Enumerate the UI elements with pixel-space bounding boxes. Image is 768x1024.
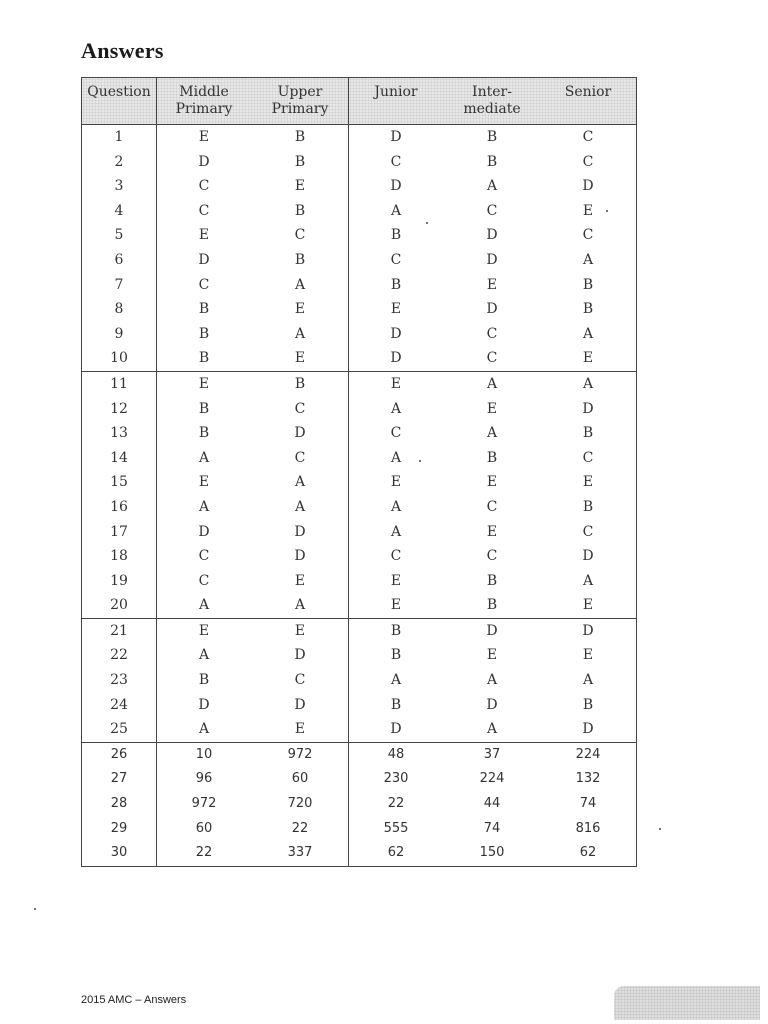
answer-intermediate: A xyxy=(486,375,498,392)
table-row xyxy=(82,593,636,618)
header-middle-primary: Middle Primary xyxy=(175,84,233,117)
answer-junior: A xyxy=(390,449,402,466)
table-header xyxy=(82,78,636,125)
answer-upper-primary: 22 xyxy=(291,820,309,836)
table-row xyxy=(82,372,636,397)
answer-intermediate: B xyxy=(486,153,498,170)
answer-senior: 62 xyxy=(579,845,597,861)
answer-middle-primary: 22 xyxy=(195,845,213,861)
table-row xyxy=(82,817,636,842)
answer-upper-primary: A xyxy=(294,325,306,342)
table-row xyxy=(82,470,636,495)
answer-middle-primary: 972 xyxy=(191,796,217,812)
answer-senior: B xyxy=(582,498,594,515)
answer-junior: D xyxy=(390,129,402,145)
column-divider xyxy=(156,78,157,866)
answer-intermediate: C xyxy=(486,202,498,219)
answer-junior: A xyxy=(390,400,402,417)
answer-intermediate: 44 xyxy=(483,796,501,812)
answer-intermediate: C xyxy=(486,548,498,565)
answer-senior: E xyxy=(582,474,594,491)
answer-intermediate: C xyxy=(486,350,498,367)
answer-upper-primary: D xyxy=(294,425,306,442)
answer-middle-primary: C xyxy=(198,178,210,195)
answer-middle-primary: B xyxy=(198,400,210,417)
answer-senior: C xyxy=(582,449,594,466)
answer-junior: B xyxy=(390,276,402,293)
question-number: 23 xyxy=(110,672,128,689)
answer-upper-primary: 337 xyxy=(287,845,313,861)
question-number: 9 xyxy=(114,325,124,342)
answer-junior: D xyxy=(390,325,402,342)
table-row xyxy=(82,792,636,817)
answer-upper-primary: B xyxy=(294,375,306,392)
answer-intermediate: C xyxy=(486,325,498,342)
table-row xyxy=(82,223,636,248)
question-number: 22 xyxy=(110,647,128,664)
answer-upper-primary: B xyxy=(294,251,306,268)
question-number: 5 xyxy=(114,227,124,244)
answer-upper-primary: 720 xyxy=(287,796,313,812)
answer-upper-primary: D xyxy=(294,696,306,713)
answer-senior: C xyxy=(582,227,594,244)
table-row xyxy=(82,446,636,471)
answer-middle-primary: E xyxy=(198,227,210,244)
answer-intermediate: B xyxy=(486,449,498,466)
answer-upper-primary: B xyxy=(294,129,306,145)
answer-middle-primary: A xyxy=(198,721,210,738)
answer-senior: 132 xyxy=(575,771,601,787)
answer-middle-primary: D xyxy=(198,523,210,540)
answer-upper-primary: 972 xyxy=(287,746,313,762)
table-row xyxy=(82,273,636,298)
answer-senior: D xyxy=(582,721,594,738)
question-number: 11 xyxy=(110,375,128,392)
answer-junior: A xyxy=(390,672,402,689)
question-number: 28 xyxy=(110,796,128,812)
answer-middle-primary: E xyxy=(198,375,210,392)
answer-upper-primary: C xyxy=(294,227,306,244)
answer-junior: B xyxy=(390,227,402,244)
answer-middle-primary: 60 xyxy=(195,820,213,836)
question-number: 30 xyxy=(110,845,128,861)
page-number-tab xyxy=(614,986,760,1020)
answer-upper-primary: C xyxy=(294,449,306,466)
answer-junior: B xyxy=(390,696,402,713)
question-number: 29 xyxy=(110,820,128,836)
page-title: Answers xyxy=(81,38,164,63)
answer-senior: 224 xyxy=(575,746,601,762)
table-row xyxy=(82,743,636,768)
answer-upper-primary: E xyxy=(294,178,306,195)
answer-intermediate: E xyxy=(486,400,498,417)
question-number: 25 xyxy=(110,721,128,738)
answer-junior: A xyxy=(390,202,402,219)
answer-middle-primary: B xyxy=(198,425,210,442)
question-block xyxy=(82,619,636,743)
answer-intermediate: D xyxy=(486,227,498,244)
table-row xyxy=(82,693,636,718)
answer-intermediate: E xyxy=(486,647,498,664)
table-row xyxy=(82,643,636,668)
answer-junior: E xyxy=(390,375,402,392)
answer-intermediate: E xyxy=(486,276,498,293)
table-row xyxy=(82,322,636,347)
answer-middle-primary: C xyxy=(198,572,210,589)
answer-junior: E xyxy=(390,301,402,318)
answer-senior: D xyxy=(582,622,594,639)
answer-intermediate: 224 xyxy=(479,771,505,787)
question-number: 2 xyxy=(114,153,124,170)
answer-junior: B xyxy=(390,647,402,664)
scan-speck xyxy=(34,908,36,910)
table-row xyxy=(82,248,636,273)
table-row xyxy=(82,297,636,322)
answer-middle-primary: 10 xyxy=(195,746,213,762)
question-number: 17 xyxy=(110,523,128,540)
answer-middle-primary: E xyxy=(198,474,210,491)
table-row xyxy=(82,125,636,150)
answer-senior: D xyxy=(582,178,594,195)
answer-upper-primary: E xyxy=(294,301,306,318)
answer-middle-primary: E xyxy=(198,129,210,145)
table-row xyxy=(82,495,636,520)
answer-middle-primary: E xyxy=(198,622,210,639)
answer-junior: C xyxy=(390,153,402,170)
answer-upper-primary: A xyxy=(294,597,306,614)
answer-intermediate: 74 xyxy=(483,820,501,836)
answer-upper-primary: D xyxy=(294,523,306,540)
answer-senior: B xyxy=(582,301,594,318)
answer-senior: D xyxy=(582,548,594,565)
answer-senior: A xyxy=(582,375,594,392)
answer-senior: B xyxy=(582,276,594,293)
table-row xyxy=(82,421,636,446)
answer-junior: D xyxy=(390,178,402,195)
header-upper-primary: Upper Primary xyxy=(271,84,329,117)
answer-senior: B xyxy=(582,425,594,442)
answer-senior: E xyxy=(582,350,594,367)
answer-senior: A xyxy=(582,572,594,589)
header-intermediate: Inter- mediate xyxy=(463,84,521,117)
answer-intermediate: 37 xyxy=(483,746,501,762)
answer-junior: A xyxy=(390,498,402,515)
table-row xyxy=(82,520,636,545)
answer-junior: 555 xyxy=(383,820,409,836)
table-row xyxy=(82,569,636,594)
question-number: 14 xyxy=(110,449,128,466)
question-number: 18 xyxy=(110,548,128,565)
answer-junior: A xyxy=(390,523,402,540)
answer-junior: 62 xyxy=(387,845,405,861)
answer-intermediate: E xyxy=(486,474,498,491)
answer-intermediate: B xyxy=(486,129,498,145)
header-question: Question xyxy=(87,84,151,100)
answer-intermediate: E xyxy=(486,523,498,540)
answer-middle-primary: A xyxy=(198,449,210,466)
table-row xyxy=(82,767,636,792)
answer-junior: C xyxy=(390,251,402,268)
scan-speck xyxy=(419,460,421,462)
question-number: 1 xyxy=(114,129,124,145)
question-number: 12 xyxy=(110,400,128,417)
question-number: 20 xyxy=(110,597,128,614)
table-row xyxy=(82,619,636,644)
question-block xyxy=(82,743,636,866)
table-row xyxy=(82,544,636,569)
answer-upper-primary: E xyxy=(294,622,306,639)
answer-senior: E xyxy=(582,597,594,614)
question-number: 3 xyxy=(114,178,124,195)
answer-senior: 74 xyxy=(579,796,597,812)
answer-junior: E xyxy=(390,572,402,589)
table-row xyxy=(82,346,636,371)
answer-upper-primary: B xyxy=(294,153,306,170)
answer-intermediate: D xyxy=(486,251,498,268)
answer-senior: E xyxy=(582,647,594,664)
answer-middle-primary: B xyxy=(198,325,210,342)
answer-upper-primary: D xyxy=(294,647,306,664)
table-row xyxy=(82,841,636,866)
answer-senior: C xyxy=(582,153,594,170)
question-number: 13 xyxy=(110,425,128,442)
answer-upper-primary: D xyxy=(294,548,306,565)
answer-senior: A xyxy=(582,672,594,689)
answer-junior: 22 xyxy=(387,796,405,812)
answer-senior: A xyxy=(582,251,594,268)
question-number: 15 xyxy=(110,474,128,491)
answer-junior: 48 xyxy=(387,746,405,762)
table-row xyxy=(82,174,636,199)
page-footer: 2015 AMC – Answers xyxy=(81,994,187,1006)
answer-middle-primary: D xyxy=(198,696,210,713)
scan-speck xyxy=(659,828,661,830)
answer-junior: B xyxy=(390,622,402,639)
answer-senior: A xyxy=(582,325,594,342)
answer-junior: 230 xyxy=(383,771,409,787)
answer-upper-primary: 60 xyxy=(291,771,309,787)
answer-upper-primary: E xyxy=(294,350,306,367)
answer-intermediate: A xyxy=(486,672,498,689)
table-row xyxy=(82,397,636,422)
header-junior: Junior xyxy=(374,84,418,100)
answer-intermediate: A xyxy=(486,721,498,738)
answer-upper-primary: A xyxy=(294,498,306,515)
answer-intermediate: C xyxy=(486,498,498,515)
answer-junior: D xyxy=(390,721,402,738)
answer-upper-primary: E xyxy=(294,721,306,738)
table-row xyxy=(82,668,636,693)
question-number: 6 xyxy=(114,251,124,268)
answer-senior: E xyxy=(582,202,594,219)
question-number: 10 xyxy=(110,350,128,367)
question-number: 27 xyxy=(110,771,128,787)
answer-middle-primary: A xyxy=(198,498,210,515)
answer-middle-primary: C xyxy=(198,548,210,565)
answer-middle-primary: B xyxy=(198,301,210,318)
table-row xyxy=(82,199,636,224)
answer-upper-primary: E xyxy=(294,572,306,589)
table-row xyxy=(82,150,636,175)
question-number: 4 xyxy=(114,202,124,219)
answer-senior: C xyxy=(582,129,594,145)
column-divider xyxy=(348,78,349,866)
answer-senior: 816 xyxy=(575,820,601,836)
answer-intermediate: B xyxy=(486,597,498,614)
answer-intermediate: A xyxy=(486,178,498,195)
answer-upper-primary: C xyxy=(294,400,306,417)
question-number: 16 xyxy=(110,498,128,515)
answer-middle-primary: D xyxy=(198,153,210,170)
answer-intermediate: A xyxy=(486,425,498,442)
question-block xyxy=(82,125,636,372)
answer-upper-primary: C xyxy=(294,672,306,689)
answer-intermediate: D xyxy=(486,622,498,639)
answer-middle-primary: B xyxy=(198,350,210,367)
question-number: 24 xyxy=(110,696,128,713)
answer-upper-primary: B xyxy=(294,202,306,219)
answer-intermediate: D xyxy=(486,696,498,713)
answer-middle-primary: C xyxy=(198,276,210,293)
answer-middle-primary: A xyxy=(198,647,210,664)
answers-table xyxy=(81,77,637,867)
question-number: 19 xyxy=(110,572,128,589)
scan-speck xyxy=(606,210,608,212)
answer-junior: E xyxy=(390,474,402,491)
question-number: 26 xyxy=(110,746,128,762)
answer-middle-primary: 96 xyxy=(195,771,213,787)
question-number: 7 xyxy=(114,276,124,293)
answer-middle-primary: C xyxy=(198,202,210,219)
table-body xyxy=(82,125,636,866)
answer-junior: C xyxy=(390,548,402,565)
question-block xyxy=(82,372,636,619)
answer-junior: C xyxy=(390,425,402,442)
answer-intermediate: B xyxy=(486,572,498,589)
answer-middle-primary: B xyxy=(198,672,210,689)
answer-junior: E xyxy=(390,597,402,614)
table-row xyxy=(82,717,636,742)
answer-upper-primary: A xyxy=(294,474,306,491)
question-number: 21 xyxy=(110,622,128,639)
answer-middle-primary: A xyxy=(198,597,210,614)
scan-speck xyxy=(426,222,428,224)
answer-upper-primary: A xyxy=(294,276,306,293)
answer-senior: C xyxy=(582,523,594,540)
answer-senior: B xyxy=(582,696,594,713)
answer-middle-primary: D xyxy=(198,251,210,268)
answer-senior: D xyxy=(582,400,594,417)
answer-junior: D xyxy=(390,350,402,367)
answer-intermediate: 150 xyxy=(479,845,505,861)
header-senior: Senior xyxy=(564,84,612,100)
answer-intermediate: D xyxy=(486,301,498,318)
question-number: 8 xyxy=(114,301,124,318)
